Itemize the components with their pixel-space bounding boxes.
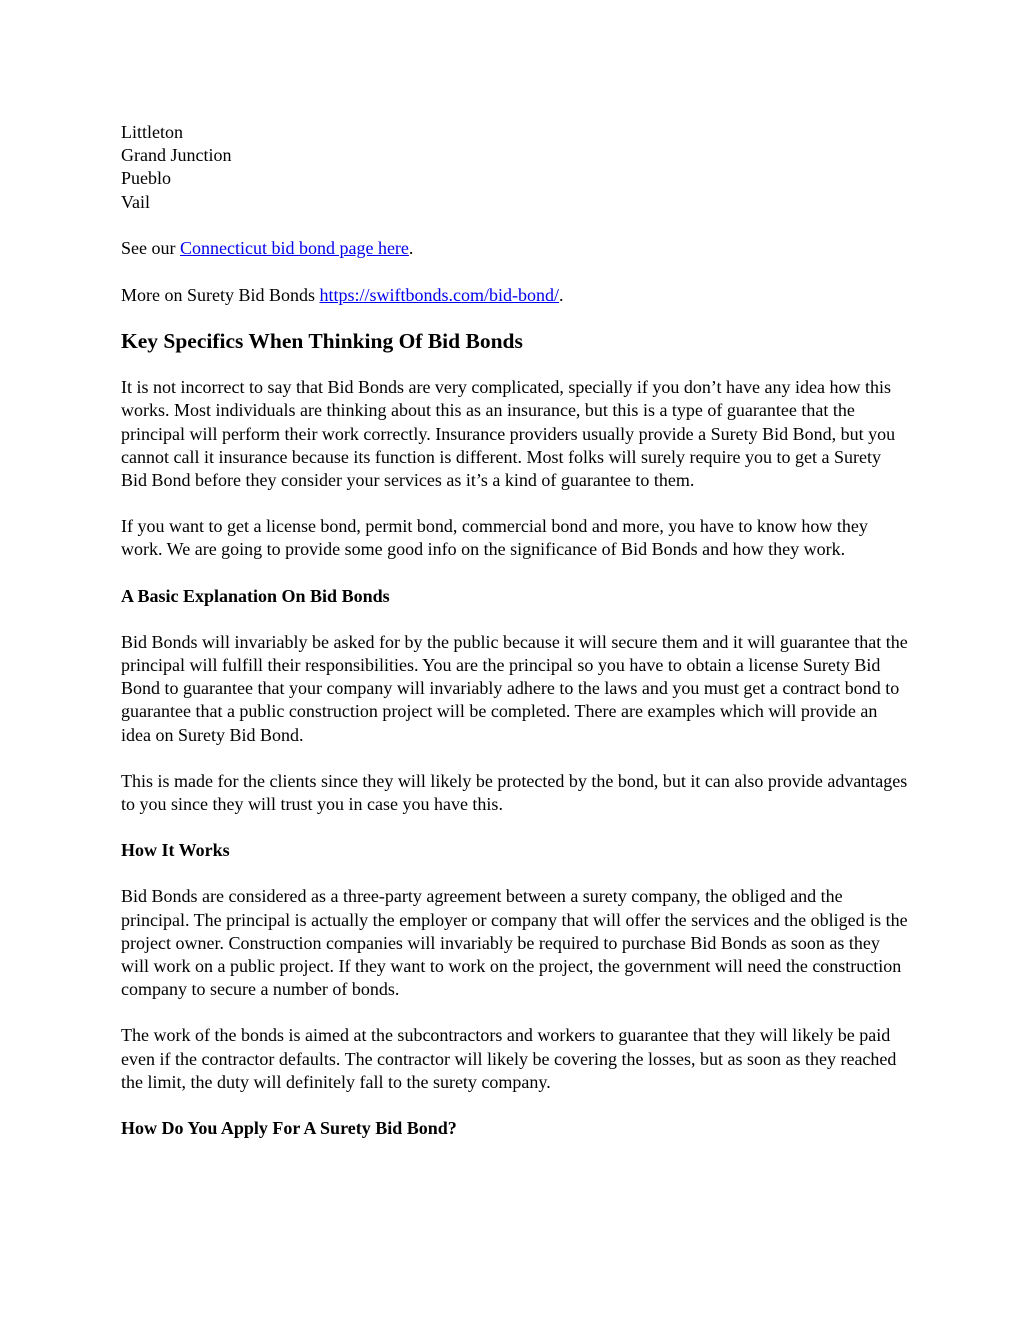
city-item: Vail bbox=[121, 191, 150, 212]
city-list bbox=[121, 121, 911, 214]
basic-explanation-heading: A Basic Explanation On Bid Bonds bbox=[121, 585, 390, 606]
how-it-works-paragraph: Bid Bonds are considered as a three-party agreement between a surety company, the obliged and the principal. The principal is actually the employer or company that will offer the services and the obliged is the project owner. Construction companies will invariably be required to purchase Bid Bonds as soon as they will work on a public project. If they want to work on the project, the government will need the construction company to secure a number of bonds. bbox=[121, 886, 908, 1000]
city-item: Littleton bbox=[121, 122, 183, 142]
how-it-works-paragraph: The work of the bonds is aimed at the subcontractors and workers to guarantee that they will likely be paid even if the contractor defaults. The contractor will likely be covering the losses, but as soon as they reached the limit, the duty will definitely fall to the surety company. bbox=[121, 1025, 897, 1092]
see-our-paragraph bbox=[121, 237, 911, 260]
intro-paragraph: If you want to get a license bond, permit bond, commercial bond and more, you have to know how they work. We are going to provide some good info on the significance of Bid Bonds and how they work. bbox=[121, 516, 868, 560]
see-our-suffix: . bbox=[408, 237, 414, 258]
basic-explanation-paragraph: Bid Bonds will invariably be asked for by the public because it will secure them and it will guarantee that the principal will fulfill their responsibilities. You are the principal so you have to obtain a license Surety Bid Bond to guarantee that your company will invariably adhere to the laws and you must get a contract bond to guarantee that a public construction project will be completed. There are examples which will provide an idea on Surety Bid Bond. bbox=[121, 631, 908, 745]
document-page bbox=[121, 121, 911, 1140]
connecticut-bid-bond-link[interactable]: Connecticut bid bond page here bbox=[179, 237, 409, 258]
city-item: Pueblo bbox=[121, 168, 172, 189]
see-our-prefix: See our bbox=[121, 237, 180, 258]
more-on-paragraph bbox=[121, 284, 911, 307]
how-it-works-heading: How It Works bbox=[121, 840, 230, 861]
more-on-suffix: . bbox=[559, 285, 564, 306]
section-title: Key Specifics When Thinking Of Bid Bonds bbox=[121, 329, 523, 354]
city-item: Grand Junction bbox=[121, 145, 232, 166]
basic-explanation-paragraph: This is made for the clients since they will likely be protected by the bond, but it can also provide advantages to you since they will trust you in case you have this. bbox=[121, 770, 908, 815]
more-on-prefix: More on Surety Bid Bonds bbox=[121, 285, 320, 306]
swiftbonds-bid-bond-link[interactable]: https://swiftbonds.com/bid-bond/ bbox=[319, 285, 560, 306]
intro-paragraph: It is not incorrect to say that Bid Bonds are very complicated, specially if you don’t have any idea how this works. Most individuals are thinking about this as an insurance, but this is a type of guarantee that the principal will perform their work correctly. Insurance providers usually provide a Surety Bid Bond, but you cannot call it insurance because its function is different. Most folks will surely require you to get a Surety Bid Bond before they consider your services as it’s a kind of guarantee to them. bbox=[121, 377, 896, 491]
apply-heading: How Do You Apply For A Surety Bid Bond? bbox=[121, 1118, 457, 1139]
